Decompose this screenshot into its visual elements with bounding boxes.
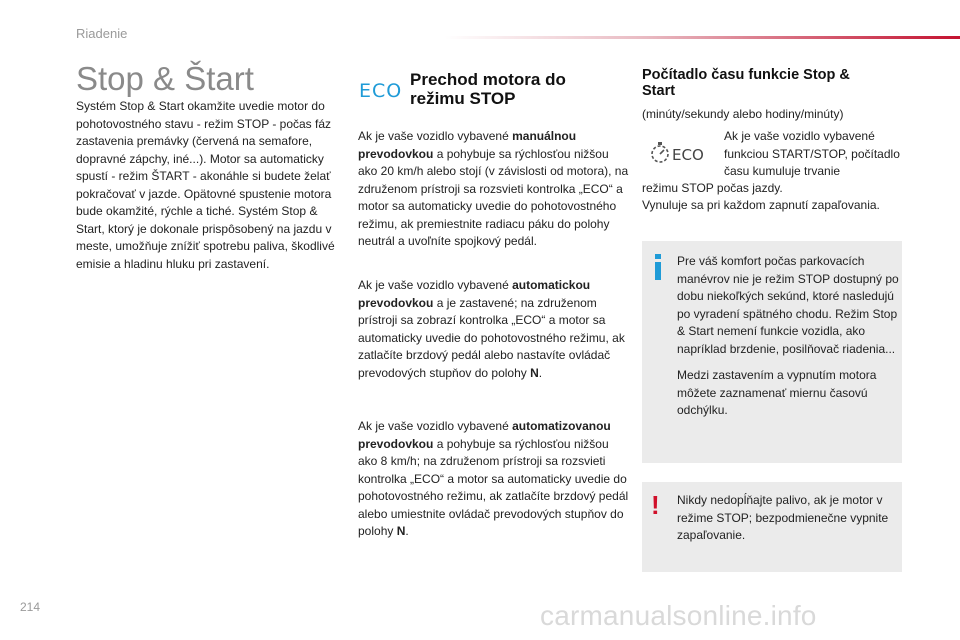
warning-icon: ! [651,490,660,520]
page-title: Stop & Štart [76,60,254,97]
counter-icon-text: Ak je vaše vozidlo vybavené funkciou START/STOP, počítadlo času kumuluje trvanie [724,129,900,178]
counter-title: Počítadlo času funkcie Stop & Start [642,67,850,99]
intro-paragraph: Systém Stop & Start okamžite uvedie motor do pohotovostného stavu - režim STOP - počas fáz zastavenia premávky (červená na semafore, dopravné zápchy, iné...). Motor sa automaticky spustí - režim ŠTART - akonáhle si budete želať pokračovať v jazde. Opätovné spustenie motora bude okamžité, rýchle a tiché. Systém Stop & Start, ktorý je dokonale prispôsobený na jazdu v meste, umožňuje znížiť spotrebu paliva, škodlivé emisie a hladinu hluku pri zastavení. [76,99,335,271]
info-text: Pre váš komfort počas parkovacích manévrov nie je režim STOP dostupný po dobu niekoľkých sekúnd, ktoré nasledujú po vyradení spätného chodu. Režim Stop & Start nemení funkcie vozidla, ako napríklad brzdenie, posilňovač riadenia... [677,254,899,356]
stopwatch-icon-text: ECO [672,146,704,164]
counter-subtitle: (minúty/sekundy alebo hodiny/minúty) [642,107,844,121]
automatic-gearbox-paragraph [358,277,630,382]
section-label: Riadenie [76,26,128,41]
automatic-pre: Ak je vaše vozidlo vybavené [358,278,513,292]
automatic-bold: automatickou prevodovkou [358,278,591,310]
eco-icon-text: ECO [359,80,403,102]
automated-pre: Ak je vaše vozidlo vybavené [358,419,513,433]
manual-bold: manuálnou prevodovkou [358,129,577,161]
automatic-gear: N [530,365,539,380]
automated-bold: automatizovanou prevodovkou [358,419,611,451]
automated-gearbox-paragraph [358,418,630,541]
automatic-end: . [538,365,543,380]
page-number: 214 [20,600,41,614]
header-rule [445,36,960,39]
automated-gear: N [396,524,406,538]
info-icon [653,254,663,280]
automated-end: . [405,524,409,538]
stop-mode-title: Prechod motora do režimu STOP [410,70,566,108]
manual-pre: Ak je vaše vozidlo vybavené [358,129,513,143]
automatic-post: a je zastavené; na združenom prístroji sa zobrazí kontrolka „ECO“ a motor sa automaticky uvedie do pohotovostného režimu, ak zatlačíte brzdový pedál alebo nastavíte ovládač prevodových stupňov do polohy [358,295,625,380]
stopwatch-eco-icon [650,140,714,166]
counter-reset: Vynuluje sa pri každom zapnutí zapaľovania. [642,198,880,212]
automated-post: a pohybuje sa rýchlosťou nižšou ako 8 km/h; na združenom prístroji sa rozsvieti kontrolka „ECO“ a motor sa automaticky uvedie do pohotovostného režimu, ak zatlačíte brzdový pedál alebo umiestnite ovládač prevodových stupňov do polohy [358,436,629,538]
manual-post: a pohybuje sa rýchlosťou nižšou ako 20 km/h alebo stojí (v závislosti od motora), na združenom prístroji sa rozsvieti kontrolka „ECO“ a motor sa automaticky uvedie do pohotovostného režimu, ak premiestnite radiacu páku do polohy neutrál a uvoľníte spojkový pedál. [358,146,629,248]
counter-continuation: režimu STOP počas jazdy. [642,181,783,195]
eco-icon [359,78,403,102]
info-text-2: Medzi zastavením a vypnutím motora môžete zaznamenať miernu časovú odchýlku. [677,368,877,417]
manual-gearbox-paragraph [358,128,630,251]
warning-text: Nikdy nedopĺňajte palivo, ak je motor v režime STOP; bezpodmienečne vypnite zapaľovanie. [677,493,889,542]
watermark: carmanualsonline.info [540,600,817,631]
